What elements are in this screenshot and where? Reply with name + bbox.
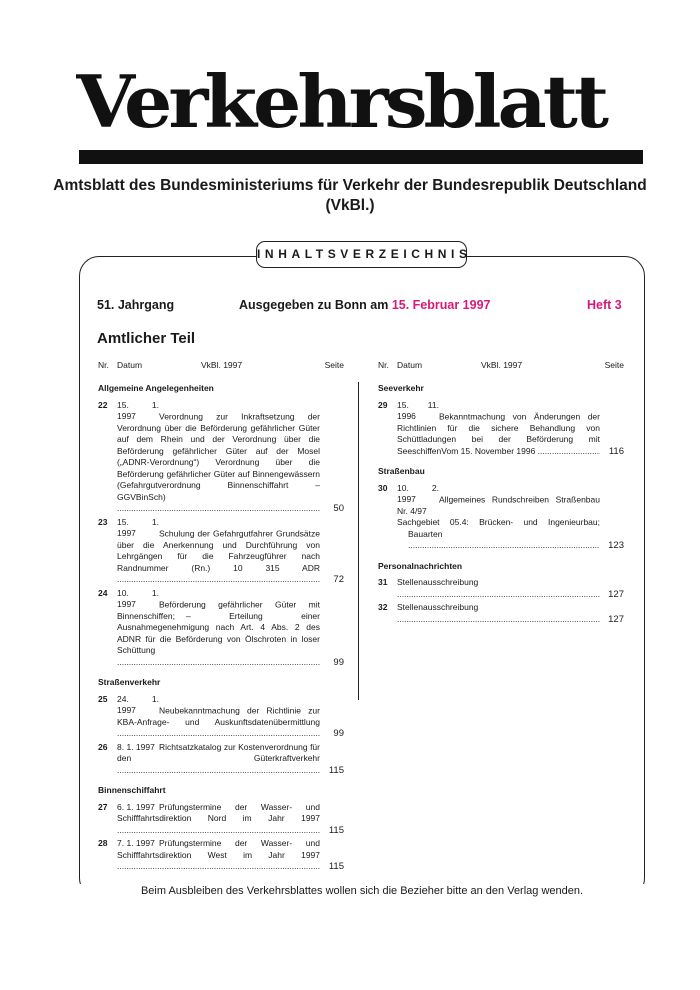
entry-title: Stellenausschreibung .....: [397, 577, 600, 599]
category-heading: Allgemeine Angelegenheiten: [98, 383, 214, 393]
toc-entry: [98, 517, 344, 586]
entry-date: 10. 1. 1997: [117, 587, 159, 609]
subtitle-line-1: Amtsblatt des Bundesministeriums für Verkehr der Bundesrepublik Deutschland: [53, 177, 647, 194]
category-heading: Straßenbau: [378, 466, 425, 476]
entry-number: 28: [98, 838, 108, 848]
issue-date: [239, 298, 490, 312]
entry-tail: Vom 15. November 1996 .....: [441, 446, 600, 456]
category-heading: Binnenschiffahrt: [98, 785, 166, 795]
entry-date: 8. 1. 1997: [117, 741, 155, 752]
toc-entry: [98, 588, 344, 669]
entry-body: [117, 694, 320, 740]
toc-column-left: [98, 360, 344, 875]
entry-body: [397, 400, 600, 458]
entry-date: 15. 11. 1996: [397, 399, 439, 421]
entry-date: 10. 2. 1997: [397, 482, 439, 504]
toc-entry: [378, 400, 624, 458]
entry-page: 127: [608, 588, 624, 600]
subtitle-line-2: (VkBl.): [325, 197, 375, 214]
entry-date: 15. 1. 1997: [117, 516, 159, 538]
entry-body: [397, 577, 600, 600]
entry-page: 116: [608, 445, 624, 457]
entry-page: 115: [328, 824, 344, 836]
table-header: [98, 360, 344, 374]
header-vkbl: VkBl. 1997: [201, 360, 243, 370]
entry-title: Stellenausschreibung .....: [397, 602, 600, 624]
issue-volume: 51. Jahrgang: [97, 298, 175, 312]
entry-page: 115: [328, 861, 344, 872]
entry-page: 99: [333, 728, 344, 739]
entry-body: [117, 588, 320, 669]
header-vkbl: VkBl. 1997: [481, 360, 523, 370]
entry-date: 24. 1. 1997: [117, 693, 159, 715]
table-header: [378, 360, 624, 374]
entry-title: Neubekanntmachung der Richtlinie zur KBA-Anfrage- und Auskunftsdatenübermittlung .....: [117, 705, 320, 738]
entry-page: 127: [608, 613, 624, 625]
category-heading: Straßenverkehr: [98, 677, 161, 687]
header-nr: Nr.: [378, 360, 389, 370]
issue-date-value: 15. Februar 1997: [391, 298, 491, 312]
entry-body: [117, 400, 320, 515]
entry-date: 15. 1. 1997: [117, 399, 159, 421]
entry-number: 23: [98, 516, 108, 527]
footer-note: Beim Ausbleiben des Verkehrsblattes wollen sich die Bezieher bitte an den Verlag wenden.: [79, 884, 645, 898]
entry-number: 22: [98, 399, 108, 410]
header-seite: Seite: [604, 360, 624, 370]
entry-subsection: [397, 517, 600, 552]
entry-page: 115: [328, 764, 344, 776]
toc-column-right: [378, 360, 624, 627]
column-divider: [358, 382, 359, 700]
header-datum: Datum: [117, 360, 143, 370]
subtitle: [40, 176, 660, 216]
toc-entry: [98, 400, 344, 515]
masthead-bar: [79, 150, 643, 164]
entry-body: [117, 838, 320, 873]
category-heading: Personalnachrichten: [378, 560, 463, 571]
section-title: Amtlicher Teil: [97, 330, 196, 347]
entry-title: Prüfungstermine der Wasser- und Schifffahrtsdirektion West im Jahr 1997 .....: [117, 838, 320, 871]
header-seite: Seite: [324, 360, 344, 370]
toc-entry: [378, 602, 624, 625]
entry-page: 99: [333, 656, 344, 668]
entry-number: 24: [98, 587, 108, 598]
entry-title: Beförderung gefährlicher Güter mit Binnenschiffen;: [117, 599, 320, 621]
entry-body: [117, 517, 320, 586]
entry-number: 26: [98, 741, 108, 752]
toc-entry: [98, 838, 344, 873]
entry-page: 72: [333, 574, 344, 585]
entry-title: Richtsatzkatalog zur Kostenverordnung für den Güterkraftverkehr .....: [117, 742, 320, 775]
entry-page: 123: [608, 540, 624, 551]
entry-body: [397, 602, 600, 625]
entry-number: 32: [378, 602, 388, 612]
entry-body: [117, 802, 320, 837]
entry-subsection-text: Brücken- und Ingenieurbau; Bauarten .....: [408, 517, 600, 550]
entry-number: 25: [98, 693, 108, 704]
entry-body: [117, 742, 320, 777]
entry-body: [397, 483, 600, 552]
entry-title: Prüfungstermine der Wasser- und Schifffahrtsdirektion Nord im Jahr 1997 .....: [117, 802, 320, 835]
toc-entry: [378, 577, 624, 600]
toc-entry: [98, 694, 344, 740]
issue-date-prefix: Ausgegeben zu Bonn am: [239, 298, 389, 312]
entry-number: 29: [378, 399, 388, 410]
entry-number: 31: [378, 577, 388, 587]
header-nr: Nr.: [98, 360, 109, 370]
toc-entry: [98, 742, 344, 777]
issue-number: Heft 3: [587, 298, 622, 312]
entry-title: Bekanntmachung von Änderungen der Richtlinien für die sichere Behandlung von Schüttladungen bei der Beförderung mit Seeschiffen: [397, 411, 600, 456]
toc-entry: [378, 483, 624, 552]
entry-title: Verordnung zur Inkraftsetzung der Verordnung über die Beförderung gefährlicher Güter auf dem Rhein und der Verordnung über die Beförderung gefährlicher Güter auf der Mosel („ADNR-Verordnung“) Verordnung über die Beförderung gefährlicher Güter auf Binnengewässern (Gefahrgutverordnung Binnenschiffahrt – GGVBinSch) .....: [117, 411, 320, 513]
category-heading: Seeverkehr: [378, 383, 424, 393]
masthead-title: Verkehrsblatt: [76, 70, 605, 135]
entry-subsection: – Erteilung einer Ausnahmegenehmigung nach Art. 4 Abs. 2 des ADNR für die Beförderung von Ölschroten in loser Schüttung .....: [117, 611, 320, 667]
entry-number: 30: [378, 482, 388, 493]
entry-title: Schulung der Gefahrgutfahrer Grundsätze über die Anerkennung und Durchführung von Lehrgängen für die Fahrzeugführer nach Randnummer (Rn.) 10 315 ADR .....: [117, 528, 320, 584]
header-datum: Datum: [397, 360, 423, 370]
entry-date: 6. 1. 1997: [117, 801, 155, 812]
entry-page: 50: [333, 503, 344, 514]
entry-title: Allgemeines Rundschreiben Straßenbau Nr. 4/97: [397, 494, 600, 516]
toc-entry: [98, 802, 344, 837]
entry-number: 27: [98, 801, 108, 812]
entry-date: 7. 1. 1997: [117, 838, 155, 848]
toc-label: INHALTSVERZEICHNIS: [256, 241, 467, 268]
entry-subsection-label: Sachgebiet 05.4:: [397, 517, 469, 527]
